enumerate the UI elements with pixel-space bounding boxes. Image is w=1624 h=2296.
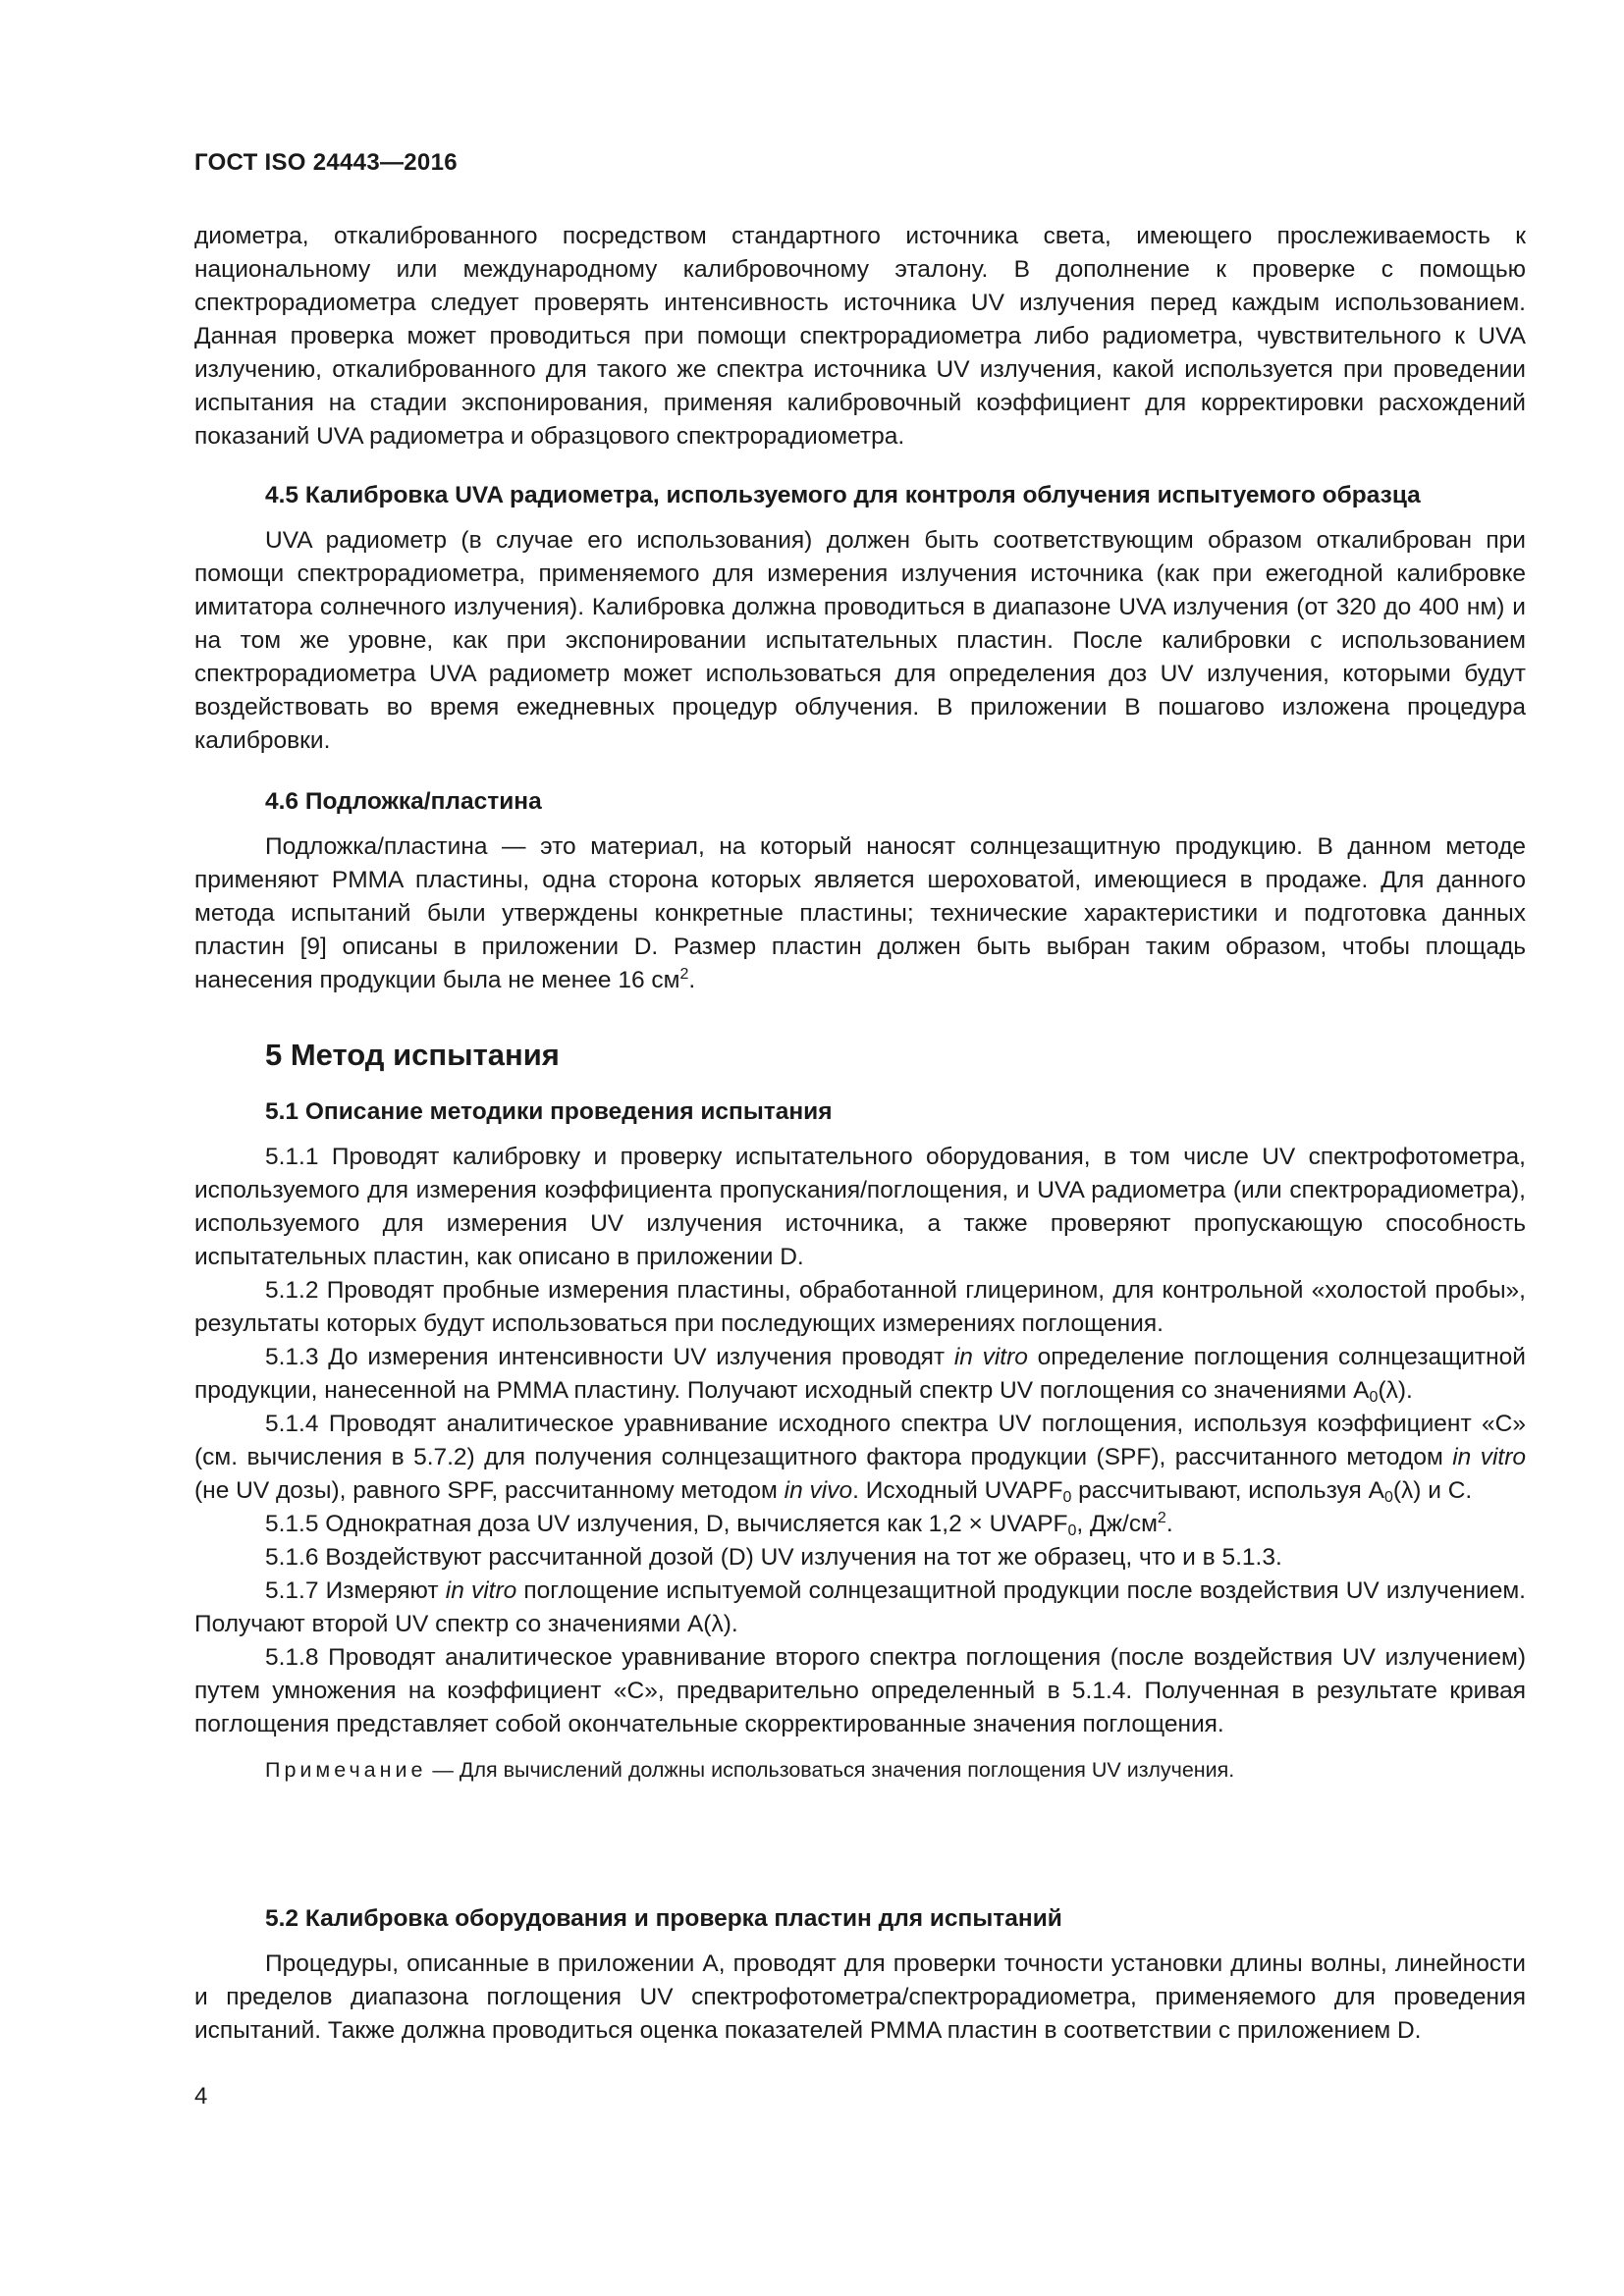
heading-5-2: 5.2 Калибровка оборудования и проверка пластин для испытаний [265,1905,1062,1932]
intro-paragraph-block [194,220,1526,454]
section-5-1 [194,1095,1526,1787]
paragraph-4-6-text: Подложка/пластина — это материал, на который наносят солнцезащитную продукцию. В данном методе применяют PMMA пластины, одна сторона которых является шероховатой, имеющиеся в продаже. Для данного метода испытаний были утверждены конкретные пластины; технические характеристики и подготовка данных пластин [9] описаны в приложении D. Размер пластин должен быть выбран таким образом, чтобы площадь нанесения продукции была не менее 16 см [194,833,1526,993]
subscript-0: 0 [1369,1389,1379,1406]
in-vitro-term: in vitro [445,1577,517,1604]
p-5-1-4-part-d: рассчитывают, используя A [1071,1477,1384,1504]
paragraph-5-1-3 [194,1341,1526,1408]
section-5 [194,1039,1526,1072]
paragraph-5-1-7 [194,1575,1526,1641]
p-5-1-4-part-e: (λ) и С. [1392,1477,1473,1504]
subscript-0: 0 [1067,1522,1077,1539]
note-label: Примечание [265,1758,427,1782]
heading-5: 5 Метод испытания [265,1038,560,1072]
subscript-0: 0 [1062,1489,1072,1506]
paragraph-5-1-2: 5.1.2 Проводят пробные измерения пластины, обработанной глицерином, для контрольной «холостой пробы», результаты которых будут использоваться при последующих измерениях поглощения. [194,1277,1526,1337]
p-5-1-4-part-b: (не UV дозы), равного SPF, рассчитанному методом [194,1477,785,1504]
paragraph-5-1-5 [194,1508,1526,1541]
p-5-1-7-part-a: 5.1.7 Измеряют [265,1577,446,1604]
paragraph-5-1-4 [194,1408,1526,1508]
p-5-1-3-part-c: (λ). [1378,1377,1413,1404]
in-vitro-term: in vitro [1452,1444,1526,1470]
p-5-1-5-part-c: . [1165,1511,1173,1537]
heading-4-5: 4.5 Калибровка UVA радиометра, используемого для контроля облучения испытуемого образца [265,482,1421,508]
p-5-1-3-part-a: 5.1.3 До измерения интенсивности UV излучения проводят [265,1344,954,1370]
in-vivo-term: in vivo [784,1477,853,1504]
p-5-1-5-part-b: , Дж/см [1076,1511,1158,1537]
p-5-1-4-part-a: 5.1.4 Проводят аналитическое уравнивание исходного спектра UV поглощения, используя коэффициент «С» (см. вычисления в 5.7.2) для получения солнцезащитного фактора продукции (SPF), рассчитанного методом [194,1411,1526,1470]
paragraph-5-1-1: 5.1.1 Проводят калибровку и проверку испытательного оборудования, в том числе UV спектрофотометра, используемого для измерения коэффициента пропускания/поглощения, и UVA радиометра (или спектрорадиометра), используемого для измерения UV излучения источника, а также проверяют пропускающую способность испытательных пластин, как описано в приложении D. [194,1144,1526,1270]
heading-4-6: 4.6 Подложка/пластина [265,788,542,815]
section-5-2 [194,1902,1526,2048]
paragraph-5-2: Процедуры, описанные в приложении А, проводят для проверки точности установки длины волны, линейности и пределов диапазона поглощения UV спектрофотометра/спектрорадиометра, применяемого для проведения испытаний. Также должна проводиться оценка показателей PMMA пластин в соответствии с приложением D. [194,1950,1526,2044]
intro-paragraph: диометра, откалиброванного посредством стандартного источника света, имеющего прослеживаемость к национальному или международному калибровочному эталону. В дополнение к проверке с помощью спектрорадиометра следует проверять интенсивность источника UV излучения перед каждым использованием. Данная проверка может проводиться при помощи спектрорадиометра либо радиометра, чувствительного к UVA излучению, откалиброванного для такого же спектра источника UV излучения, какой используется при проведении испытания на стадии экспонирования, применяя калибровочный коэффициент для корректировки расхождений показаний UVA радиометра и образцового спектрорадиометра. [194,223,1526,450]
p-5-1-4-part-c: . Исходный UVAPF [852,1477,1063,1504]
document-header-code: ГОСТ ISO 24443—2016 [194,149,458,176]
p-5-1-7-part-b: поглощение испытуемой солнцезащитной продукции после воздействия UV излучением. Получают второй UV спектр со значениями A(λ). [194,1577,1526,1637]
section-4-5 [194,479,1526,758]
paragraph-5-1-8: 5.1.8 Проводят аналитическое уравнивание второго спектра поглощения (после воздействия UV излучением) путем умножения на коэффициент «С», предварительно определенный в 5.1.4. Полученная в результате кривая поглощения представляет собой окончательные скорректированные значения поглощения. [194,1644,1526,1737]
superscript-2: 2 [679,966,689,983]
paragraph-4-6 [194,830,1526,997]
superscript-2: 2 [1157,1510,1166,1526]
subscript-0: 0 [1383,1489,1393,1506]
heading-5-1: 5.1 Описание методики проведения испытания [265,1098,833,1125]
paragraph-4-6-end: . [688,967,696,993]
in-vitro-term: in vitro [953,1344,1028,1370]
note-text: — Для вычислений должны использоваться значения поглощения UV излучения. [426,1758,1235,1782]
page-number: 4 [194,2083,208,2109]
note [194,1753,1526,1787]
paragraph-4-5: UVA радиометр (в случае его использования) должен быть соответствующим образом откалиброван при помощи спектрорадиометра, применяемого для измерения излучения источника (как при ежегодной калибровке имитатора солнечного излучения). Калибровка должна проводиться в диапазоне UVA излучения (от 320 до 400 нм) и на том же уровне, как при экспонировании испытательных пластин. После калибровки с использованием спектрорадиометра UVA радиометр может использоваться для определения доз UV излучения, которыми будут воздействовать во время ежедневных процедур облучения. В приложении В пошагово изложена процедура калибровки. [194,527,1526,754]
p-5-1-5-part-a: 5.1.5 Однократная доза UV излучения, D, вычисляется как 1,2 × UVAPF [265,1511,1068,1537]
section-4-6 [194,785,1526,997]
paragraph-5-1-6: 5.1.6 Воздействуют рассчитанной дозой (D) UV излучения на тот же образец, что и в 5.1.3. [265,1544,1282,1571]
p-5-1-3-part-b: определение поглощения солнцезащитной продукции, нанесенной на PMMA пластину. Получают исходный спектр UV поглощения со значениями A [194,1344,1526,1404]
